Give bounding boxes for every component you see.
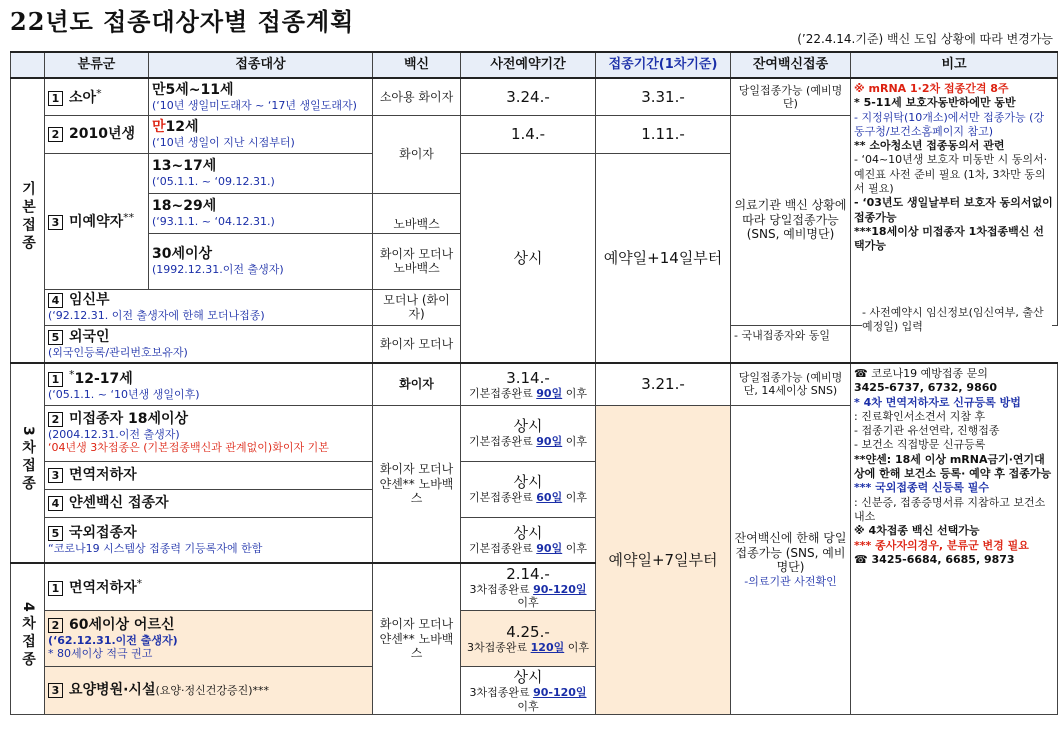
group-basic: 기본접종 (11, 78, 45, 363)
prebook-cell: 상시 (461, 153, 596, 363)
col-prebook: 사전예약기간 (461, 52, 596, 78)
category-cell: 2 60세이상 어르신 (‘62.12.31.이전 출생자) * 80세이상 적극 권고 (45, 611, 373, 667)
vaccination-plan-table (10, 51, 1058, 715)
category-cell: 5 국외접종자 “코로나19 시스템상 접종력 기등록자에 한함 (45, 517, 373, 563)
category-cell: 2 미접종자 18세이상 (2004.12.31.이전 출생자) ‘04년생 3차접종은 (기본접종백신과 관계없이)화이자 기본 (45, 405, 373, 461)
prebook-cell: 상시 기본접종완료 90일 이후 (461, 517, 596, 563)
col-vaccine: 백신 (373, 52, 461, 78)
target-cell: 30세이상 (1992.12.31.이전 출생자) (149, 233, 373, 289)
col-note: 비고 (851, 52, 1058, 78)
category-cell: 1 *12-17세 (‘05.1.1. ~ ‘10년생 생일이후) (45, 363, 373, 405)
period-cell: 1.11.- (596, 115, 731, 153)
group-fourth: 4차접종 (11, 563, 45, 714)
prebook-cell: 2.14.- 3차접종완료 90-120일 이후 (461, 563, 596, 611)
col-target: 접종대상 (149, 52, 373, 78)
notes-third-fourth: ☎ 코로나19 예방접종 문의 3425-6737, 6732, 9860 * 4차 면역저하자로 신규등록 방법 : 진료확인서소견서 지참 후 - 접종기관 유선연락, 진행접종 - 보건소 직접방문 신규등록 **얀센: 18세 이상 mRNA금기·연기대상에 한해 보건소 등록· 예약 후 접종가능 *** 국외접종력 신등록 필수 : 신분증, 접종증명서류 지참하고 보건소 내소 ※ 4차접종 백신 선택가능 *** 종사자의경우, 분류군 변경 필요 ☎ 3425-6684, 6685, 9873 (851, 363, 1058, 714)
category-cell: 1 소아* (45, 78, 149, 115)
vaccine-cell: 화이자 (373, 115, 461, 193)
vaccine-cell: 화이자 모더나 얀센** 노바백스 (373, 563, 461, 714)
remain-cell: 잔여백신에 한해 당일접종가능 (SNS, 예비명단) -의료기관 사전확인 (731, 405, 851, 714)
remain-cell: 의료기관 백신 상황에 따라 당일접종가능 (SNS, 예비명단) (731, 115, 851, 325)
note-pregnant: - 사전예약시 임신정보(임신여부, 출산예정일) 입력 (862, 306, 1052, 335)
category-cell: 1 면역저하자* (45, 563, 373, 611)
vaccine-cell: 화이자 모더나 얀센** 노바백스 (373, 405, 461, 563)
prebook-cell: 상시 3차접종완료 90-120일 이후 (461, 667, 596, 714)
note-foreign: - 국내접종자와 동일 (731, 325, 851, 363)
group-third: 3차접종 (11, 363, 45, 563)
vaccine-cell: 모더나 (화이자) (373, 289, 461, 325)
col-remain: 잔여백신접종 (731, 52, 851, 78)
period-cell: 3.21.- (596, 363, 731, 405)
table-row (11, 78, 1058, 115)
target-cell: 13~17세 (‘05.1.1. ~ ‘09.12.31.) (149, 153, 373, 193)
prebook-cell: 1.4.- (461, 115, 596, 153)
table-row (11, 363, 1058, 405)
vaccine-cell: 노바백스 (373, 193, 461, 233)
header-row (11, 52, 1058, 78)
prebook-cell: 3.14.- 기본접종완료 90일 이후 (461, 363, 596, 405)
remain-cell: 당일접종가능 (예비명단, 14세이상 SNS) (731, 363, 851, 405)
notes-basic: ※ mRNA 1·2차 접종간격 8주 * 5-11세 보호자동반하에만 동반 - 지정위탁(10개소)에서만 접종가능 (강동구청/보건소홈페이지 참고) ** 소아청소년 접종동의서 관련 - ‘04~10년생 보호자 미동반 시 동의서·예진표 사전 준비 필요 (1차, 3차만 동의서 필요) - ‘03년도 생일날부터 보호자 동의서없이 접종가능 ***18세이상 미접종자 1차접종백신 선택가능 (851, 78, 1058, 325)
date-note: (’22.4.14.기준) 백신 도입 상황에 따라 변경가능 (797, 32, 1053, 46)
category-cell: 4 임신부 (‘92.12.31. 이전 출생자에 한해 모더나접종) (45, 289, 373, 325)
target-cell: 만12세 (‘10년 생일이 지난 시점부터) (149, 115, 373, 153)
target-cell: 만5세~11세 (‘10년 생일미도래자 ~ ‘17년 생일도래자) (149, 78, 373, 115)
category-cell: 5 외국인 (외국인등록/관리번호보유자) (45, 325, 373, 363)
target-cell: 18~29세 (‘93.1.1. ~ ‘04.12.31.) (149, 193, 373, 233)
period-cell: 예약일+7일부터 (596, 405, 731, 714)
category-cell: 3 면역저하자 (45, 461, 373, 489)
vaccine-cell: 소아용 화이자 (373, 78, 461, 115)
period-cell: 3.31.- (596, 78, 731, 115)
category-cell: 3 요양병원·시설(요양·정신건강증진)*** (45, 667, 373, 714)
remain-cell: 당일접종가능 (예비명단) (731, 78, 851, 115)
vaccine-cell: 화이자 모더나 (373, 325, 461, 363)
period-cell: 예약일+14일부터 (596, 153, 731, 363)
prebook-cell: 4.25.- 3차접종완료 120일 이후 (461, 611, 596, 667)
prebook-cell: 상시 기본접종완료 60일 이후 (461, 461, 596, 517)
category-cell: 4 얀센백신 접종자 (45, 489, 373, 517)
category-cell: 3 미예약자** (45, 153, 149, 289)
category-cell: 2 2010년생 (45, 115, 149, 153)
prebook-cell: 3.24.- (461, 78, 596, 115)
col-empty (11, 52, 45, 78)
col-category: 분류군 (45, 52, 149, 78)
vaccine-cell: 화이자 모더나 노바백스 (373, 233, 461, 289)
page-title: 22년도 접종대상자별 접종계획 (10, 7, 355, 36)
vaccine-cell: 화이자 (373, 363, 461, 405)
col-period: 접종기간(1차기준) (596, 52, 731, 78)
prebook-cell: 상시 기본접종완료 90일 이후 (461, 405, 596, 461)
